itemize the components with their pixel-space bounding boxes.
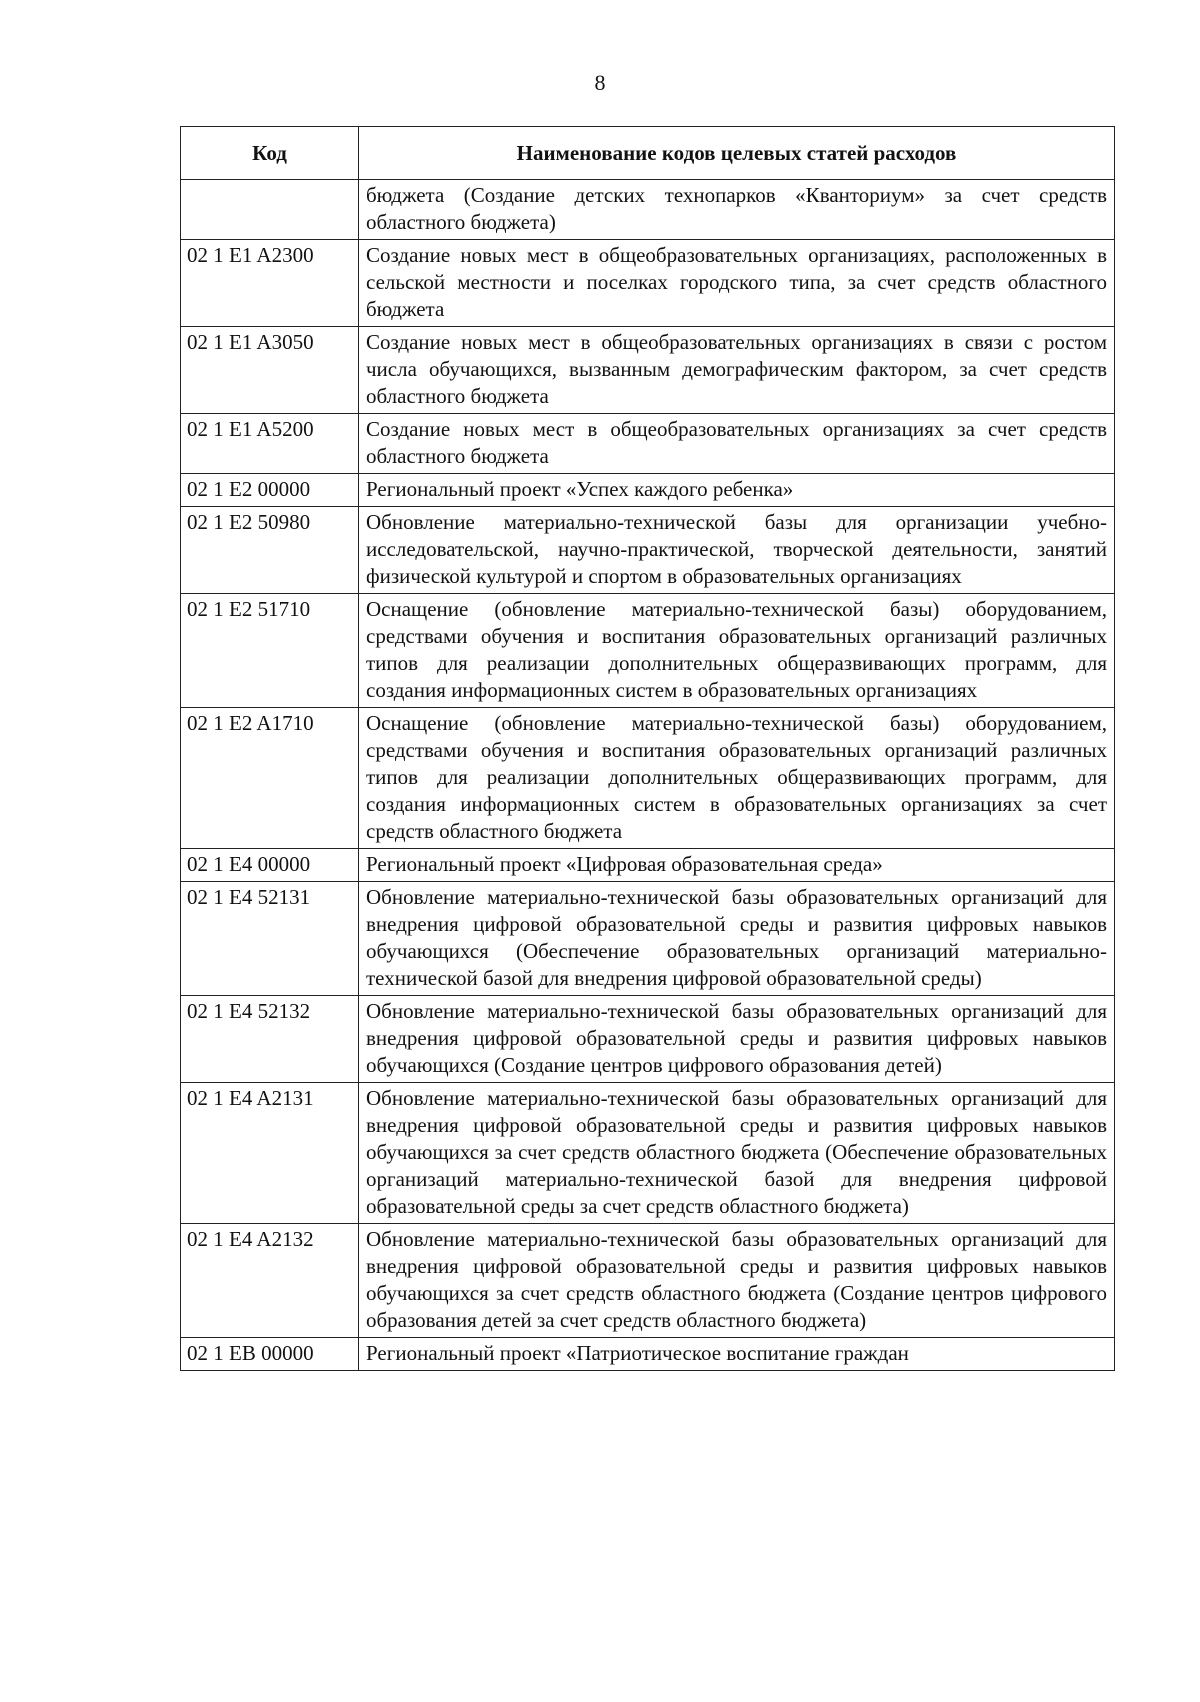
table-row xyxy=(181,180,1115,240)
table-row xyxy=(181,240,1115,327)
row-code: 02 1 E4 A2132 xyxy=(181,1224,359,1338)
table-row xyxy=(181,474,1115,507)
table-row xyxy=(181,849,1115,882)
row-code: 02 1 E4 52131 xyxy=(181,882,359,996)
row-code: 02 1 E1 A2300 xyxy=(181,240,359,327)
row-code: 02 1 E2 50980 xyxy=(181,507,359,594)
row-name: Обновление материально-технической базы образовательных организаций для внедрения цифровой образовательной среды и развития цифровых навыков обучающихся (Создание центров цифрового образования детей) xyxy=(359,996,1115,1083)
row-code: 02 1 E2 A1710 xyxy=(181,708,359,849)
row-code: 02 1 E4 52132 xyxy=(181,996,359,1083)
row-name: Создание новых мест в общеобразовательных организациях в связи с ростом числа обучающихся, вызванным демографическим фактором, за счет средств областного бюджета xyxy=(359,327,1115,414)
table-row xyxy=(181,882,1115,996)
row-code: 02 1 E1 A3050 xyxy=(181,327,359,414)
page-number: 8 xyxy=(594,70,606,95)
row-name: Региональный проект «Успех каждого ребенка» xyxy=(359,474,1115,507)
row-name: Обновление материально-технической базы образовательных организаций для внедрения цифровой образовательной среды и развития цифровых навыков обучающихся (Обеспечение образовательных организаций материально-технической базой для внедрения цифровой образовательной среды) xyxy=(359,882,1115,996)
row-name: Оснащение (обновление материально-технической базы) оборудованием, средствами обучения и воспитания образовательных организаций различных типов для реализации дополнительных общеразвивающих программ, для создания информационных систем в образовательных организациях xyxy=(359,594,1115,708)
row-name: Оснащение (обновление материально-технической базы) оборудованием, средствами обучения и воспитания образовательных организаций различных типов для реализации дополнительных общеразвивающих программ, для создания информационных систем в образовательных организациях за счет средств областного бюджета xyxy=(359,708,1115,849)
row-name: Региональный проект «Цифровая образовательная среда» xyxy=(359,849,1115,882)
row-code: 02 1 EB 00000 xyxy=(181,1338,359,1371)
table-header-row xyxy=(181,127,1115,180)
table-row xyxy=(181,594,1115,708)
column-header-code: Код xyxy=(181,127,359,180)
row-name: Создание новых мест в общеобразовательных организациях, расположенных в сельской местности и поселках городского типа, за счет средств областного бюджета xyxy=(359,240,1115,327)
table-row xyxy=(181,507,1115,594)
row-name: бюджета (Создание детских технопарков «Кванториум» за счет средств областного бюджета) xyxy=(359,180,1115,240)
row-name: Региональный проект «Патриотическое воспитание граждан xyxy=(359,1338,1115,1371)
table-row xyxy=(181,1083,1115,1224)
row-code: 02 1 E4 A2131 xyxy=(181,1083,359,1224)
row-name: Обновление материально-технической базы образовательных организаций для внедрения цифровой образовательной среды и развития цифровых навыков обучающихся за счет средств областного бюджета (Создание центров цифрового образования детей за счет средств областного бюджета) xyxy=(359,1224,1115,1338)
column-header-name: Наименование кодов целевых статей расходов xyxy=(359,127,1115,180)
row-name: Обновление материально-технической базы для организации учебно-исследовательской, научно-практической, творческой деятельности, занятий физической культурой и спортом в образовательных организациях xyxy=(359,507,1115,594)
table-row xyxy=(181,1338,1115,1371)
row-code: 02 1 E2 51710 xyxy=(181,594,359,708)
table-row xyxy=(181,327,1115,414)
row-code: 02 1 E4 00000 xyxy=(181,849,359,882)
row-code xyxy=(181,180,359,240)
table-row xyxy=(181,996,1115,1083)
table-row xyxy=(181,1224,1115,1338)
table-row xyxy=(181,708,1115,849)
row-name: Обновление материально-технической базы образовательных организаций для внедрения цифровой образовательной среды и развития цифровых навыков обучающихся за счет средств областного бюджета (Обеспечение образовательных организаций материально-технической базой для внедрения цифровой образовательной среды за счет средств областного бюджета) xyxy=(359,1083,1115,1224)
budget-codes-table xyxy=(180,126,1115,1371)
row-name: Создание новых мест в общеобразовательных организациях за счет средств областного бюджета xyxy=(359,414,1115,474)
table-row xyxy=(181,414,1115,474)
row-code: 02 1 E2 00000 xyxy=(181,474,359,507)
row-code: 02 1 E1 A5200 xyxy=(181,414,359,474)
